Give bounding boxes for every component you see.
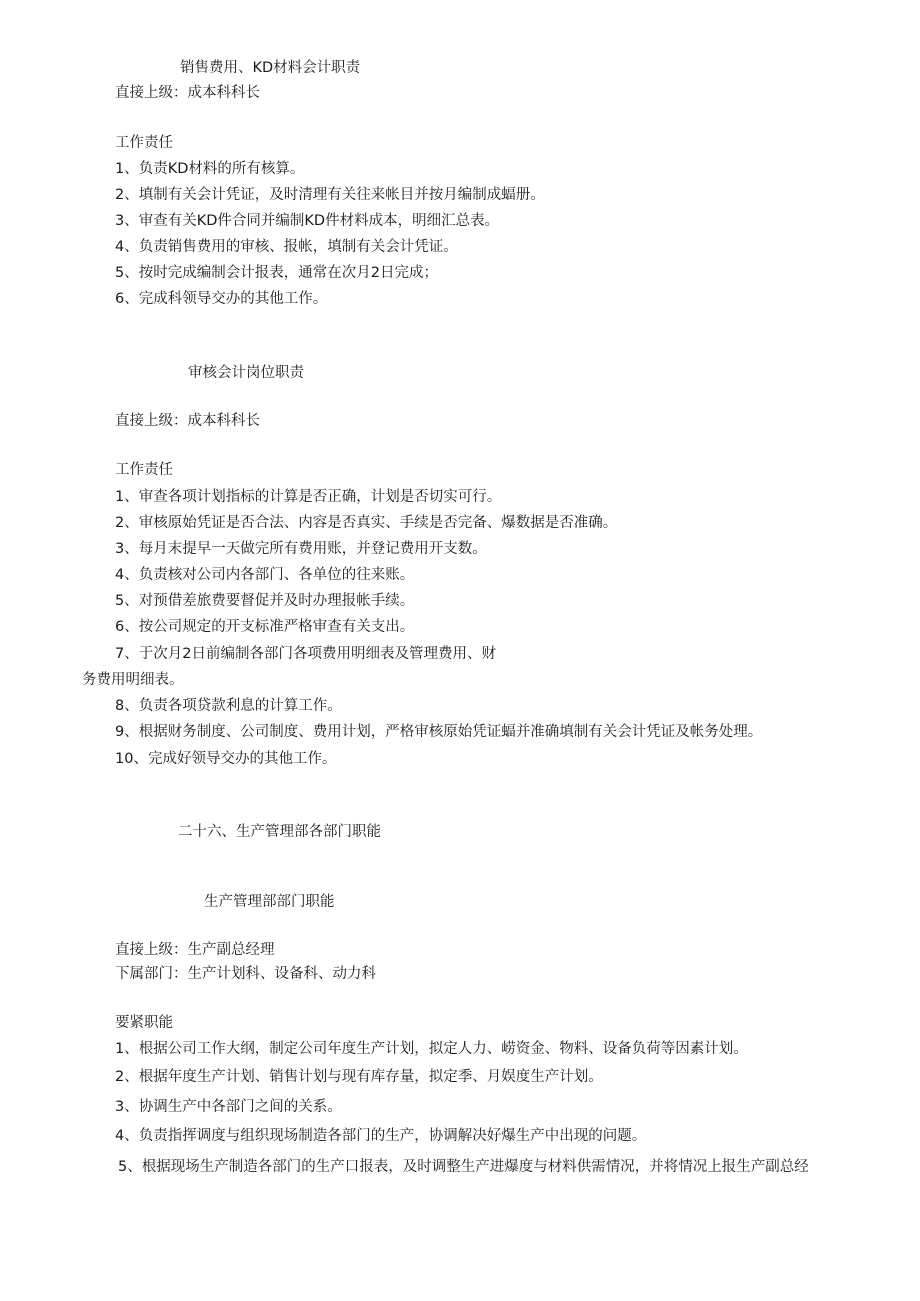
duty-item: 5、按时完成编制会计报表，通常在次月2日完成；: [115, 265, 438, 281]
duties-heading: 工作责任: [115, 462, 173, 478]
duty-item: 3、审查有关KD件合同并编制KD件材料成本，明细汇总表。: [115, 213, 500, 229]
section-title: 销售费用、KD材料会计职责: [180, 60, 361, 76]
duty-item: 8、负责各项贷款利息的计算工作。: [115, 698, 342, 714]
section-title: 审核会计岗位职责: [188, 365, 304, 381]
duty-item: 2、填制有关会计凭证，及时清理有关往来帐目并按月编制成蝠册。: [115, 187, 545, 203]
function-item: 2、根据年度生产计划、销售计划与现有库存量，拟定季、月娱度生产计划。: [115, 1069, 603, 1085]
duty-item-continuation: 务费用明细表。: [82, 672, 184, 688]
duty-item: 1、审查各项计划指标的计算是否正确，计划是否切实可行。: [115, 489, 502, 505]
supervisor-line: 直接上级：生产副总经理: [115, 942, 275, 958]
function-item: 3、协调生产中各部门之间的关系。: [115, 1099, 342, 1115]
duty-item: 2、审核原始凭证是否合法、内容是否真实、手续是否完备、爆数据是否准确。: [115, 515, 618, 531]
duty-item: 7、于次月2日前编制各部门各项费用明细表及管理费用、财: [115, 646, 496, 662]
duty-item: 9、根据财务制度、公司制度、费用计划，严格审核原始凭证蝠并准确填制有关会计凭证及帐务处理。: [115, 724, 763, 740]
duty-item: 10、完成好领导交办的其他工作。: [115, 751, 337, 767]
section-title: 生产管理部部门职能: [204, 894, 335, 910]
duty-item: 1、负责KD材料的所有核算。: [115, 161, 305, 177]
duty-item: 4、负责核对公司内各部门、各单位的往来账。: [115, 567, 415, 583]
supervisor-line: 直接上级：成本科科长: [115, 85, 260, 101]
duty-item: 3、每月末提早一天做完所有费用账，并登记费用开支数。: [115, 541, 487, 557]
supervisor-line: 直接上级：成本科科长: [115, 413, 260, 429]
duty-item: 6、按公司规定的开支标准严格审查有关支出。: [115, 619, 415, 635]
functions-heading: 要紧职能: [115, 1015, 173, 1031]
duties-heading: 工作责任: [115, 135, 173, 151]
subordinates-line: 下属部门：生产计划科、设备科、动力科: [115, 966, 376, 982]
function-item: 4、负责指挥调度与组织现场制造各部门的生产，协调解决好爆生产中出现的问题。: [115, 1128, 647, 1144]
duty-item: 5、对预借差旅费要督促并及时办理报帐手续。: [115, 593, 415, 609]
duty-item: 4、负责销售费用的审核、报帐，填制有关会计凭证。: [115, 239, 458, 255]
function-item: 5、根据现场生产制造各部门的生产口报表，及时调整生产进爆度与材料供需情况，并将情况上报生产副总经: [118, 1159, 809, 1175]
function-item: 1、根据公司工作大纲，制定公司年度生产计划，拟定人力、崂资金、物料、设备负荷等因素计划。: [115, 1041, 748, 1057]
chapter-title: 二十六、生产管理部各部门职能: [178, 824, 381, 840]
duty-item: 6、完成科领导交办的其他工作。: [115, 291, 328, 307]
